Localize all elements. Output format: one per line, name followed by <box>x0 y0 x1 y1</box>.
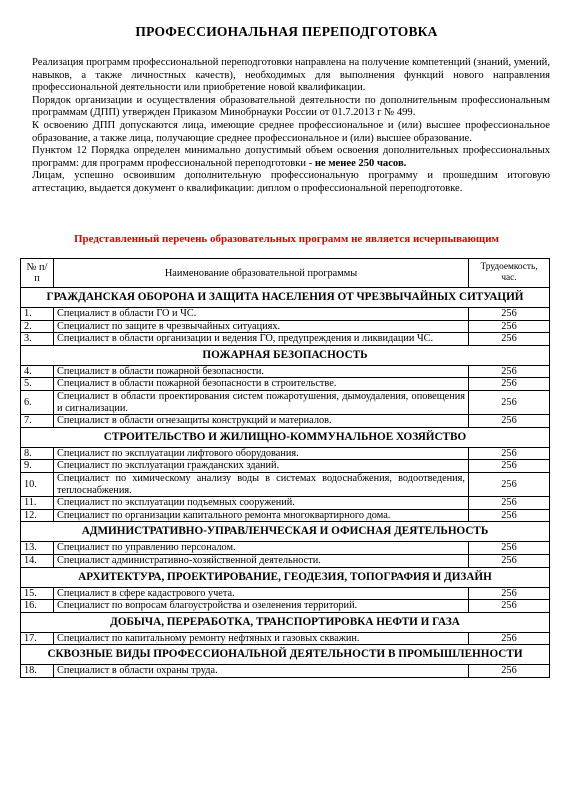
row-number: 1. <box>21 308 54 321</box>
row-number: 2. <box>21 320 54 333</box>
intro-paragraph-4-bold: не менее 250 часов. <box>314 157 407 169</box>
section-title: АРХИТЕКТУРА, ПРОЕКТИРОВАНИЕ, ГЕОДЕЗИЯ, ТОПОГРАФИЯ И ДИЗАЙН <box>21 567 550 587</box>
intro-paragraph-4 <box>32 145 550 170</box>
intro-paragraph-2: Порядок организации и осуществления образовательной деятельности по дополнительным профессиональным программам (ДПП) утвержден Приказом Минобрнауки России от 01.7.2013 г № 499. <box>32 94 550 119</box>
table-row <box>21 390 550 414</box>
intro-paragraph-1: Реализация программ профессиональной переподготовки направлена на получение компетенций (знаний, умений, навыков, а также личностных качеств), необходимых для выполнения функций нового направления профессиональной деятельности или приобретение новой квалификации. <box>32 57 550 94</box>
row-number: 6. <box>21 390 54 414</box>
table-row <box>21 378 550 391</box>
program-hours: 256 <box>469 390 550 414</box>
table-row <box>21 632 550 645</box>
section-header-row <box>21 427 550 447</box>
program-name: Специалист по управлению персоналом. <box>54 542 469 555</box>
program-name: Специалист в области ГО и ЧС. <box>54 308 469 321</box>
row-number: 14. <box>21 554 54 567</box>
intro-text <box>32 57 550 196</box>
table-row <box>21 460 550 473</box>
table-row <box>21 308 550 321</box>
program-name: Специалист в области пожарной безопасности в строительстве. <box>54 378 469 391</box>
table-row <box>21 554 550 567</box>
program-hours: 256 <box>469 447 550 460</box>
header-name: Наименование образовательной программы <box>54 259 469 288</box>
section-header-row <box>21 345 550 365</box>
program-hours: 256 <box>469 665 550 678</box>
notice-text: Представленный перечень образовательных программ не является исчерпывающим <box>73 233 500 245</box>
table-row <box>21 509 550 522</box>
table-row <box>21 365 550 378</box>
program-name: Специалист по химическому анализу воды в системах водоснабжения, водоотведения, теплоснабжения. <box>54 472 469 496</box>
header-num: № п/п <box>21 259 54 288</box>
program-hours: 256 <box>469 460 550 473</box>
program-hours: 256 <box>469 415 550 428</box>
section-title: ДОБЫЧА, ПЕРЕРАБОТКА, ТРАНСПОРТИРОВКА НЕФТИ И ГАЗА <box>21 612 550 632</box>
intro-paragraph-4-text: Пунктом 12 Порядка определен минимально допустимый объем освоения дополнительных профессиональных программ: для программ профессиональной переподготовки - <box>32 145 550 169</box>
program-name: Специалист в области организации и ведения ГО, предупреждения и ликвидации ЧС. <box>54 333 469 346</box>
program-name: Специалист в области пожарной безопасности. <box>54 365 469 378</box>
row-number: 5. <box>21 378 54 391</box>
row-number: 3. <box>21 333 54 346</box>
program-hours: 256 <box>469 554 550 567</box>
program-name: Специалист по капитальному ремонту нефтяных и газовых скважин. <box>54 632 469 645</box>
intro-paragraph-3: К освоению ДПП допускаются лица, имеющие среднее профессиональное и (или) высшее профессиональное образование, а также лица, получающие среднее профессиональное и (или) высшее образование. <box>32 119 550 144</box>
program-name: Специалист административно-хозяйственной деятельности. <box>54 554 469 567</box>
program-hours: 256 <box>469 600 550 613</box>
row-number: 18. <box>21 665 54 678</box>
program-hours: 256 <box>469 320 550 333</box>
table-row <box>21 320 550 333</box>
row-number: 17. <box>21 632 54 645</box>
row-number: 8. <box>21 447 54 460</box>
section-title: СКВОЗНЫЕ ВИДЫ ПРОФЕССИОНАЛЬНОЙ ДЕЯТЕЛЬНОСТИ В ПРОМЫШЛЕННОСТИ <box>21 645 550 665</box>
program-hours: 256 <box>469 509 550 522</box>
row-number: 16. <box>21 600 54 613</box>
program-hours: 256 <box>469 308 550 321</box>
section-header-row <box>21 522 550 542</box>
program-name: Специалист в области проектирования систем пожаротушения, дымоудаления, оповещения и сигнализации. <box>54 390 469 414</box>
table-row <box>21 472 550 496</box>
program-hours: 256 <box>469 333 550 346</box>
row-number: 11. <box>21 497 54 510</box>
table-row <box>21 447 550 460</box>
section-header-row <box>21 567 550 587</box>
table-row <box>21 542 550 555</box>
program-name: Специалист по организации капитального ремонта многоквартирного дома. <box>54 509 469 522</box>
section-header-row <box>21 612 550 632</box>
program-name: Специалист по эксплуатации лифтового оборудования. <box>54 447 469 460</box>
table-row <box>21 587 550 600</box>
section-title: ПОЖАРНАЯ БЕЗОПАСНОСТЬ <box>21 345 550 365</box>
program-hours: 256 <box>469 378 550 391</box>
row-number: 10. <box>21 472 54 496</box>
program-name: Специалист в области охраны труда. <box>54 665 469 678</box>
programs-table <box>20 258 550 678</box>
program-name: Специалист по эксплуатации гражданских зданий. <box>54 460 469 473</box>
section-title: ГРАЖДАНСКАЯ ОБОРОНА И ЗАЩИТА НАСЕЛЕНИЯ ОТ ЧРЕЗВЫЧАЙНЫХ СИТУАЦИЙ <box>21 288 550 308</box>
section-header-row <box>21 645 550 665</box>
table-header-row <box>21 259 550 288</box>
table-row <box>21 665 550 678</box>
program-hours: 256 <box>469 542 550 555</box>
row-number: 7. <box>21 415 54 428</box>
program-hours: 256 <box>469 472 550 496</box>
table-row <box>21 333 550 346</box>
row-number: 13. <box>21 542 54 555</box>
program-hours: 256 <box>469 365 550 378</box>
row-number: 12. <box>21 509 54 522</box>
table-body <box>21 288 550 678</box>
row-number: 15. <box>21 587 54 600</box>
row-number: 4. <box>21 365 54 378</box>
program-name: Специалист в сфере кадастрового учета. <box>54 587 469 600</box>
program-hours: 256 <box>469 497 550 510</box>
page-title: ПРОФЕССИОНАЛЬНАЯ ПЕРЕПОДГОТОВКА <box>135 24 438 39</box>
row-number: 9. <box>21 460 54 473</box>
section-title: СТРОИТЕЛЬСТВО И ЖИЛИЩНО-КОММУНАЛЬНОЕ ХОЗЯЙСТВО <box>21 427 550 447</box>
program-name: Специалист по защите в чрезвычайных ситуациях. <box>54 320 469 333</box>
table-row <box>21 497 550 510</box>
table-row <box>21 415 550 428</box>
table-row <box>21 600 550 613</box>
section-header-row <box>21 288 550 308</box>
program-name: Специалист по эксплуатации подъемных сооружений. <box>54 497 469 510</box>
intro-paragraph-5: Лицам, успешно освоившим дополнительную профессиональную программу и прошедшим итоговую аттестацию, выдается документ о квалификации: диплом о профессиональной переподготовке. <box>32 170 550 194</box>
program-hours: 256 <box>469 632 550 645</box>
program-name: Специалист по вопросам благоустройства и озеленения территорий. <box>54 600 469 613</box>
program-name: Специалист в области огнезащиты конструкций и материалов. <box>54 415 469 428</box>
section-title: АДМИНИСТРАТИВНО-УПРАВЛЕНЧЕСКАЯ И ОФИСНАЯ ДЕЯТЕЛЬНОСТЬ <box>21 522 550 542</box>
program-hours: 256 <box>469 587 550 600</box>
header-hours: Трудоемкость, час. <box>469 259 550 288</box>
